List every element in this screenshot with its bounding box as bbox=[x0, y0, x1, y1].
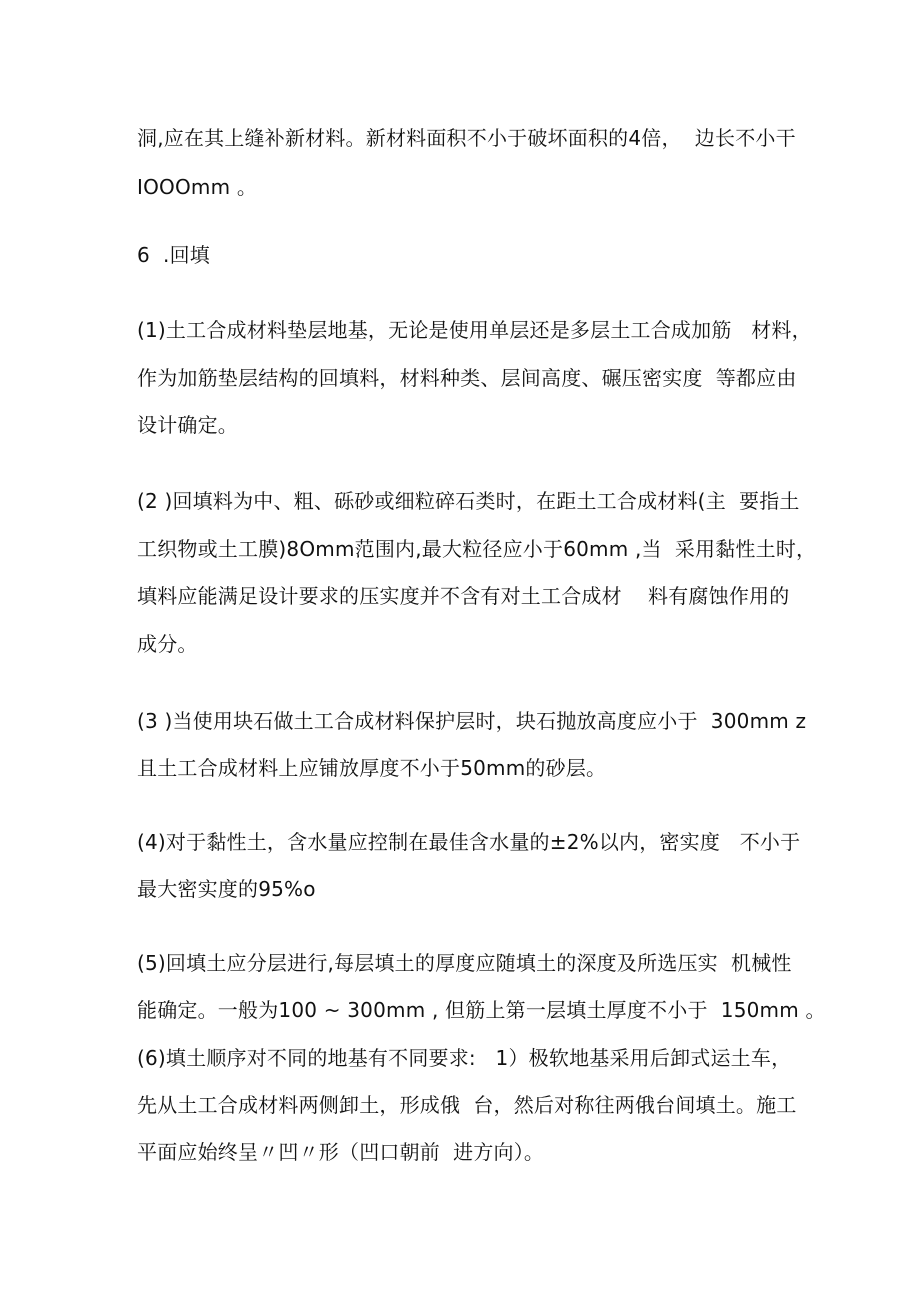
paragraph-line: 设计确定。 bbox=[137, 413, 238, 437]
paragraph-line: 且土工合成材料上应铺放厚度不小于50mm的砂层。 bbox=[137, 756, 607, 780]
paragraph-line: (3 )当使用块石做土工合成材料保护层时，块石抛放高度应小于 300mm z bbox=[137, 709, 807, 733]
paragraph-line: 填料应能满足设计要求的压实度并不含有对土工合成材 料有腐蚀作用的 bbox=[137, 584, 790, 608]
paragraph-line: 先从土工合成材料两侧卸土，形成俄 台，然后对称往两俄台间填土。施工 bbox=[137, 1093, 797, 1117]
paragraph-line: 平面应始终呈〃凹〃形（凹口朝前 进方向）。 bbox=[137, 1140, 545, 1164]
paragraph-line: 成分。 bbox=[137, 632, 198, 656]
paragraph-line: (1)土工合成材料垫层地基，无论是使用单层还是多层土工合成加筋 材料， bbox=[137, 318, 812, 342]
paragraph-line: 作为加筋垫层结构的回填料，材料种类、层间高度、碾压密实度 等都应由 bbox=[137, 366, 797, 390]
paragraph-line: 洞,应在其上缝补新材料。新材料面积不小于破坏面积的4倍， 边长不小干 bbox=[137, 126, 796, 150]
paragraph-line: IOOOmm 。 bbox=[137, 175, 258, 199]
paragraph-line: 能确定。一般为100 ~ 300mm , 但筋上第一层填土厚度不小于 150mm 。 bbox=[137, 998, 826, 1022]
paragraph-line: (5)回填土应分层进行,每层填土的厚度应随填土的深度及所选压实 机械性 bbox=[137, 951, 792, 975]
paragraph-line: (2 )回填料为中、粗、砾砂或细粒碎石类时，在距土工合成材料(主 要指土 bbox=[137, 489, 800, 513]
paragraph-line: 最大密实度的95%o bbox=[137, 877, 316, 901]
section-heading: 6 .回填 bbox=[137, 243, 210, 267]
paragraph-line: (4)对于黏性土，含水量应控制在最佳含水量的±2%以内，密实度 不小于 bbox=[137, 830, 801, 854]
paragraph-line: 工织物或土工膜)8Omm范围内,最大粒径应小于60mm ,当 采用黏性土时， bbox=[137, 537, 817, 561]
paragraph-line: (6)填土顺序对不同的地基有不同要求: 1）极软地基采用后卸式运土车， bbox=[137, 1046, 792, 1070]
